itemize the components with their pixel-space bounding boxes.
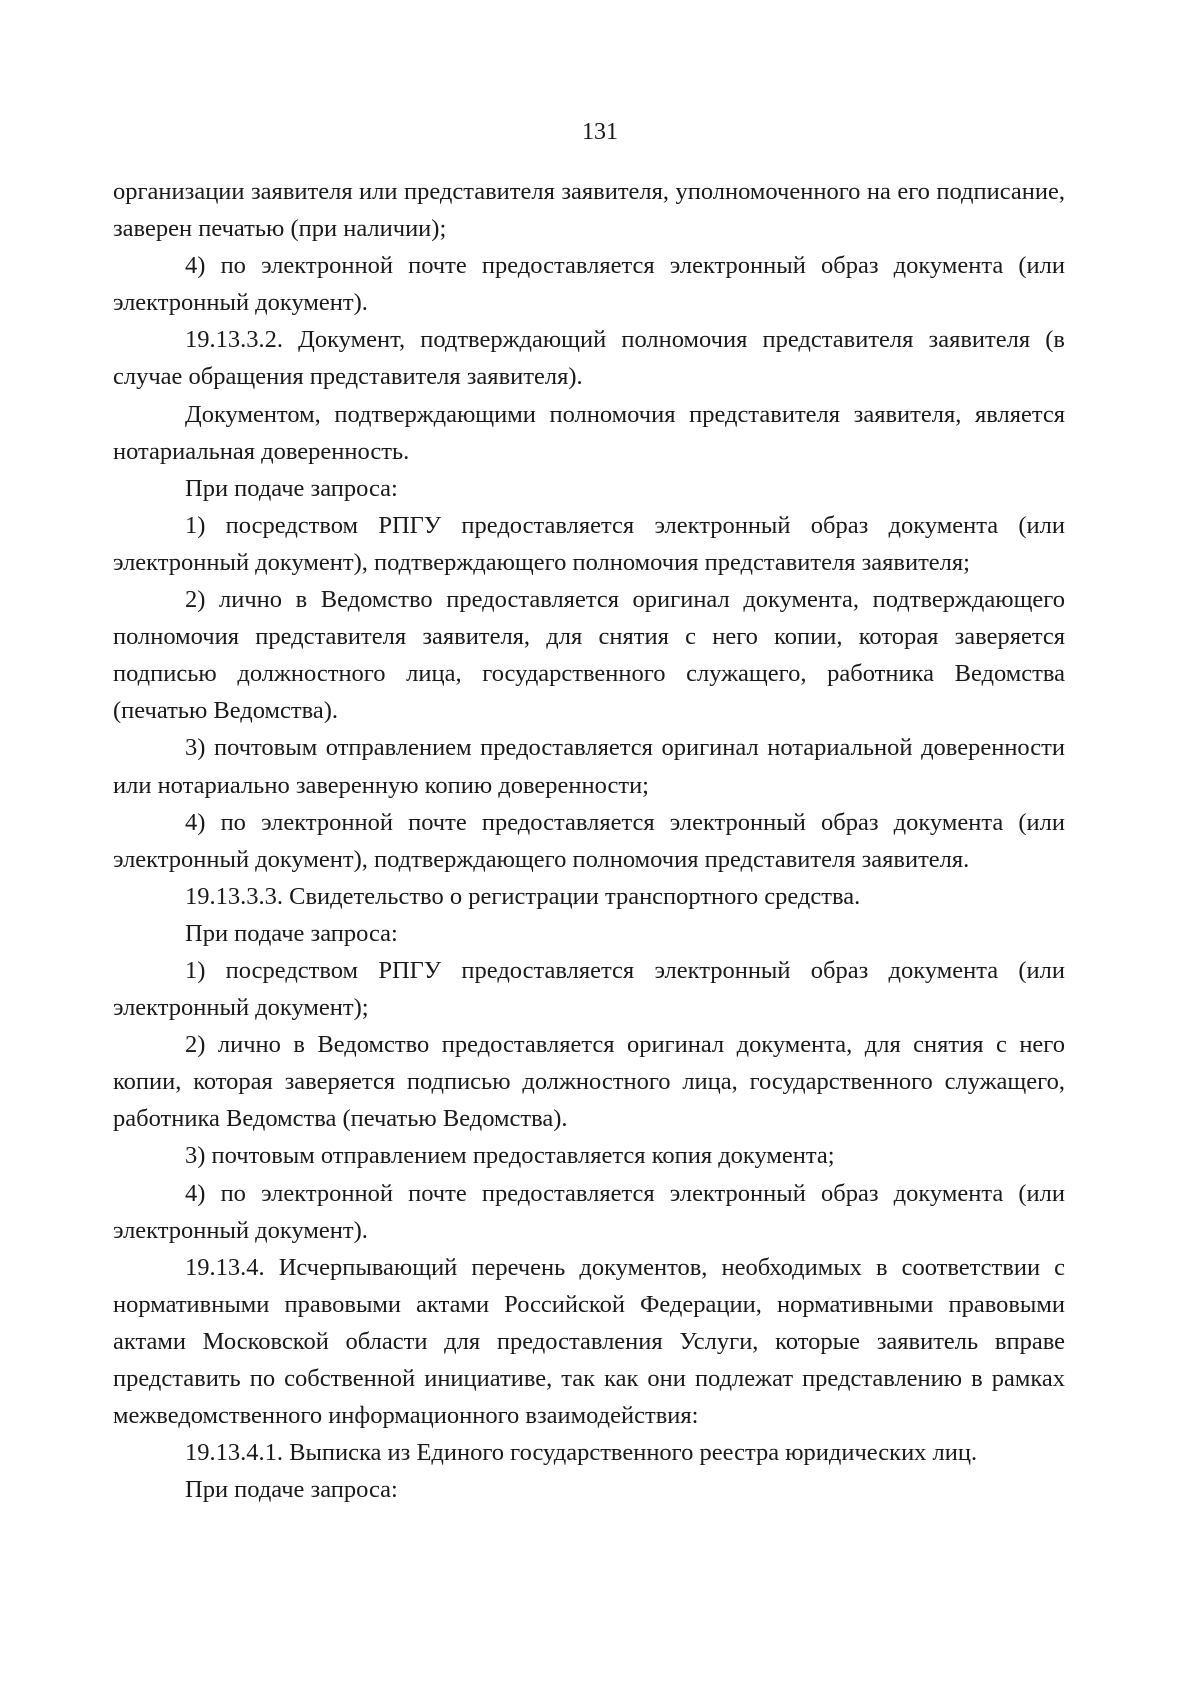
paragraph: 3) почтовым отправлением предоставляется оригинал нотариальной доверенности или нотариально заверенную копию доверенности; (113, 734, 1065, 799)
paragraph: 2) лично в Ведомство предоставляется оригинал документа, для снятия с него копии, которая заверяется подписью должностного лица, государственного служащего, работника Ведомства (печатью Ведомства). (113, 1031, 1065, 1133)
paragraph: 3) почтовым отправлением предоставляется копия документа; (185, 1142, 835, 1170)
paragraph: 19.13.3.3. Свидетельство о регистрации транспортного средства. (185, 882, 861, 910)
paragraph: При подаче запроса: (185, 1476, 398, 1504)
paragraph: 19.13.4.1. Выписка из Единого государственного реестра юридических лиц. (185, 1439, 978, 1467)
paragraph: 1) посредством РПГУ предоставляется электронный образ документа (или электронный документ); (113, 956, 1065, 1022)
paragraph: 4) по электронной почте предоставляется электронный образ документа (или электронный документ). (113, 1179, 1065, 1244)
paragraph: 4) по электронной почте предоставляется электронный образ документа (или электронный документ). (113, 252, 1065, 317)
paragraph: При подаче запроса: (185, 919, 398, 947)
paragraph: 19.13.3.2. Документ, подтверждающий полномочия представителя заявителя (в случае обращения представителя заявителя). (113, 326, 1065, 391)
paragraph: 19.13.4. Исчерпывающий перечень документов, необходимых в соответствии с нормативными правовыми актами Российской Федерации, нормативными правовыми актами Московской области для предоставления Услуги, которые заявитель вправе представить по собственной инициативе, так как они подлежат представлению в рамках межведомственного информационного взаимодействия: (113, 1253, 1065, 1430)
paragraph: При подаче запроса: (185, 474, 398, 502)
paragraph: 2) лично в Ведомство предоставляется оригинал документа, подтверждающего полномочия представителя заявителя, для снятия с него копии, которая заверяется подписью должностного лица, государственного служащего, работника Ведомства (печатью Ведомства). (113, 586, 1065, 725)
body-text (113, 173, 1065, 1508)
paragraph: 1) посредством РПГУ предоставляется электронный образ документа (или электронный документ), подтверждающего полномочия представителя заявителя; (113, 511, 1065, 576)
paragraph: 4) по электронной почте предоставляется электронный образ документа (или электронный документ), подтверждающего полномочия представителя заявителя. (113, 808, 1065, 873)
page-number: 131 (582, 119, 618, 145)
paragraph: Документом, подтверждающими полномочия представителя заявителя, является нотариальная доверенность. (113, 400, 1065, 465)
paragraph: организации заявителя или представителя заявителя, уполномоченного на его подписание, заверен печатью (при наличии); (113, 178, 1065, 243)
